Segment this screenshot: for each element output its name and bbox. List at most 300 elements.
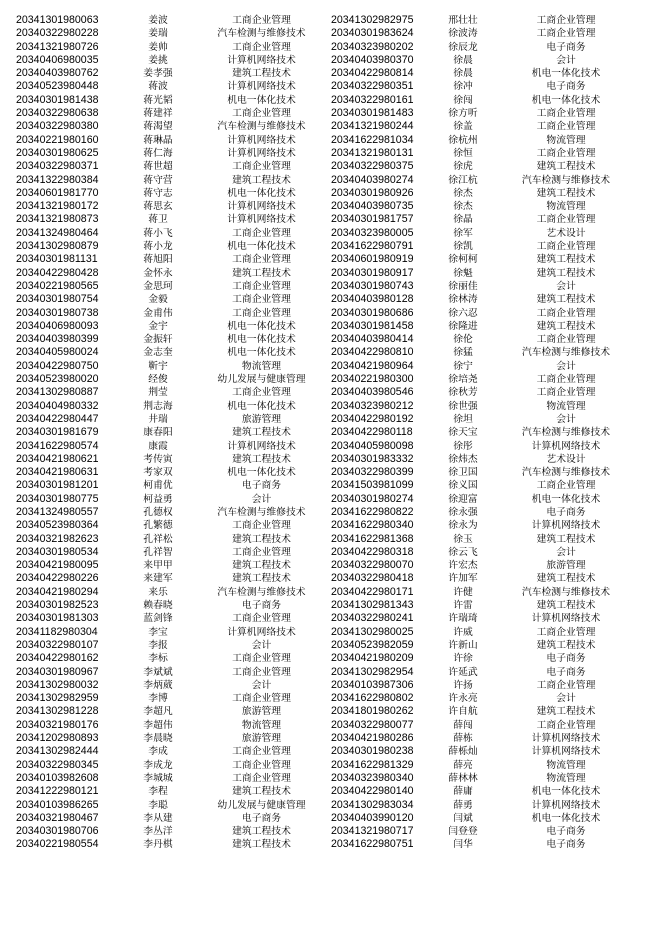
student-row bbox=[16, 187, 329, 200]
student-id: 20340422980318 bbox=[331, 545, 414, 558]
student-major: 计算机网络技术 bbox=[227, 147, 296, 159]
student-id: 20340421980294 bbox=[16, 585, 99, 598]
student-row bbox=[331, 493, 641, 506]
student-row bbox=[331, 107, 641, 120]
student-major: 建筑工程技术 bbox=[536, 600, 596, 612]
student-name: 蒋世超 bbox=[143, 161, 173, 173]
student-id: 20340322980351 bbox=[331, 80, 414, 93]
student-major: 计算机网络技术 bbox=[531, 520, 601, 532]
student-major: 建筑工程技术 bbox=[232, 839, 291, 851]
student-major: 汽车检测与维修技术 bbox=[521, 586, 611, 598]
student-id: 20340221980554 bbox=[16, 838, 99, 851]
student-row bbox=[16, 652, 329, 665]
student-row bbox=[16, 612, 329, 625]
student-id: 20340322980228 bbox=[16, 27, 99, 40]
student-major: 工商企业管理 bbox=[536, 121, 596, 133]
student-name: 金振轩 bbox=[143, 334, 173, 346]
student-name: 柯益勇 bbox=[143, 493, 173, 505]
student-major: 汽车检测与维修技术 bbox=[521, 467, 611, 479]
student-name: 许瑞琦 bbox=[448, 613, 478, 625]
student-id: 20340322980371 bbox=[16, 160, 99, 173]
student-name: 康霞 bbox=[148, 440, 168, 452]
student-id: 20340301981303 bbox=[16, 612, 99, 625]
student-id: 20340422980447 bbox=[16, 412, 99, 425]
student-id: 20340323980212 bbox=[331, 399, 414, 412]
student-name: 徐晨 bbox=[453, 54, 473, 66]
student-id: 20340403980546 bbox=[331, 386, 414, 399]
student-major: 工商企业管理 bbox=[232, 653, 291, 665]
student-major: 工商企业管理 bbox=[232, 227, 291, 239]
student-name: 李聪 bbox=[148, 799, 168, 811]
student-major: 机电一体化技术 bbox=[227, 467, 296, 479]
student-id: 20341321980726 bbox=[16, 40, 99, 53]
student-id: 20340301981458 bbox=[331, 319, 414, 332]
student-name: 李晨晓 bbox=[143, 733, 173, 745]
student-id: 20340403990120 bbox=[331, 811, 414, 824]
student-name: 薛栎灿 bbox=[448, 746, 478, 758]
student-major: 工商企业管理 bbox=[232, 746, 291, 758]
student-major: 工商企业管理 bbox=[232, 546, 291, 558]
student-major: 工商企业管理 bbox=[536, 374, 596, 386]
student-name: 徐魁 bbox=[453, 267, 473, 279]
student-id: 20341222980121 bbox=[16, 785, 99, 798]
student-row bbox=[16, 559, 329, 572]
student-major: 计算机网络技术 bbox=[227, 201, 296, 213]
student-major: 汽车检测与维修技术 bbox=[217, 121, 306, 133]
student-major: 物流管理 bbox=[241, 360, 282, 372]
student-major: 电子商务 bbox=[546, 506, 586, 518]
student-major: 机电一体化技术 bbox=[227, 94, 296, 106]
student-id: 20341622981368 bbox=[331, 532, 414, 545]
student-id: 20340421980095 bbox=[16, 559, 99, 572]
student-name: 徐林涛 bbox=[448, 294, 478, 306]
student-major: 工商企业管理 bbox=[232, 772, 291, 784]
student-row bbox=[16, 54, 329, 67]
student-name: 孔德权 bbox=[143, 506, 173, 518]
student-name: 徐培尧 bbox=[448, 374, 478, 386]
student-row bbox=[16, 745, 329, 758]
student-name: 柯甫优 bbox=[143, 480, 173, 492]
student-id: 20340422980118 bbox=[331, 426, 413, 439]
student-major: 电子商务 bbox=[241, 600, 282, 612]
student-row bbox=[331, 27, 641, 40]
student-major: 工商企业管理 bbox=[536, 626, 596, 638]
student-id: 20340322980107 bbox=[16, 638, 99, 651]
student-name: 许永亮 bbox=[448, 693, 478, 705]
student-id: 20341202980893 bbox=[16, 732, 99, 745]
student-row bbox=[16, 546, 329, 559]
student-row bbox=[331, 41, 641, 54]
student-row bbox=[16, 493, 329, 506]
student-id: 20340322980241 bbox=[331, 612, 414, 625]
student-name: 徐闯 bbox=[453, 94, 473, 106]
student-name: 徐坦 bbox=[453, 413, 473, 425]
student-id: 20341622980751 bbox=[331, 838, 414, 851]
student-row bbox=[331, 719, 641, 732]
student-major: 电子商务 bbox=[546, 839, 586, 851]
student-row bbox=[16, 705, 329, 718]
student-name: 许加军 bbox=[448, 573, 478, 585]
student-id: 20340322980418 bbox=[331, 572, 414, 585]
student-id: 20340301981438 bbox=[16, 93, 99, 106]
student-row bbox=[331, 160, 641, 173]
student-major: 建筑工程技术 bbox=[232, 427, 291, 439]
student-id: 20340321980467 bbox=[16, 811, 99, 824]
student-id: 20340422980192 bbox=[331, 412, 414, 425]
student-major: 建筑工程技术 bbox=[232, 453, 291, 465]
student-id: 20340422980750 bbox=[16, 359, 99, 372]
student-name: 李斌斌 bbox=[143, 666, 173, 678]
student-name: 闫登登 bbox=[448, 826, 478, 838]
student-major: 工商企业管理 bbox=[536, 679, 596, 691]
student-major: 电子商务 bbox=[546, 666, 586, 678]
student-row bbox=[331, 346, 641, 359]
student-row bbox=[331, 14, 641, 27]
student-row bbox=[16, 799, 329, 812]
student-id: 20340321980176 bbox=[16, 718, 99, 731]
student-id: 20340403980762 bbox=[16, 67, 99, 80]
student-name: 徐晶 bbox=[453, 214, 473, 226]
student-id: 20340321982623 bbox=[16, 532, 99, 545]
student-row bbox=[331, 825, 641, 838]
student-major: 汽车检测与维修技术 bbox=[217, 506, 306, 518]
student-major: 建筑工程技术 bbox=[232, 68, 291, 80]
student-row bbox=[331, 333, 641, 346]
student-id: 20340601981770 bbox=[16, 186, 99, 199]
student-id: 20341324980464 bbox=[16, 226, 99, 239]
student-id: 20340421980964 bbox=[331, 359, 414, 372]
student-major: 建筑工程技术 bbox=[232, 786, 291, 798]
student-name: 李城城 bbox=[143, 772, 173, 784]
student-id: 20341321980244 bbox=[331, 120, 414, 133]
student-id: 20340422980814 bbox=[331, 67, 414, 80]
student-name: 徐宁 bbox=[453, 360, 473, 372]
student-name: 徐杰 bbox=[453, 201, 473, 213]
student-row bbox=[16, 213, 329, 226]
student-name: 蒋小龙 bbox=[143, 241, 173, 253]
student-major: 电子商务 bbox=[546, 81, 586, 93]
student-id: 20341302982444 bbox=[16, 745, 99, 758]
student-name: 赖春晓 bbox=[143, 600, 173, 612]
student-id: 20340601980919 bbox=[331, 253, 414, 266]
student-id: 20341302982954 bbox=[331, 665, 414, 678]
student-major: 工商企业管理 bbox=[232, 307, 291, 319]
student-name: 许自航 bbox=[448, 706, 478, 718]
student-row bbox=[331, 360, 641, 373]
student-name: 许徐 bbox=[453, 653, 473, 665]
student-row bbox=[16, 400, 329, 413]
student-id: 20340403980735 bbox=[331, 200, 414, 213]
student-name: 蒋卫 bbox=[148, 214, 168, 226]
student-id: 20341622980791 bbox=[331, 240, 414, 253]
student-major: 工商企业管理 bbox=[232, 693, 291, 705]
student-id: 20340422980810 bbox=[331, 346, 414, 359]
student-major: 机电一体化技术 bbox=[531, 94, 601, 106]
student-id: 20341324980557 bbox=[16, 505, 99, 518]
student-row bbox=[331, 426, 641, 439]
student-name: 金毅 bbox=[148, 294, 168, 306]
student-row bbox=[16, 80, 329, 93]
student-row bbox=[331, 320, 641, 333]
student-id: 20340301981757 bbox=[331, 213, 414, 226]
student-name: 孔祥松 bbox=[143, 533, 173, 545]
student-id: 20340301981483 bbox=[331, 107, 414, 120]
student-name: 经俊 bbox=[148, 374, 168, 386]
student-row bbox=[331, 679, 641, 692]
student-id: 20340301980238 bbox=[331, 745, 414, 758]
student-name: 徐炜杰 bbox=[448, 453, 478, 465]
student-row bbox=[16, 14, 329, 27]
student-name: 徐丽佳 bbox=[448, 280, 478, 292]
student-row bbox=[16, 386, 329, 399]
student-major: 工商企业管理 bbox=[536, 147, 596, 159]
student-id: 20341301980063 bbox=[16, 14, 99, 26]
student-id: 20341503981099 bbox=[331, 479, 414, 492]
student-major: 工商企业管理 bbox=[536, 480, 596, 492]
student-id: 20341322980384 bbox=[16, 173, 99, 186]
student-major: 计算机网络技术 bbox=[227, 214, 296, 226]
student-name: 蒋仁海 bbox=[143, 147, 173, 159]
student-id: 20340301980775 bbox=[16, 492, 99, 505]
student-name: 姜瑞 bbox=[148, 28, 168, 40]
student-name: 蒋思玄 bbox=[143, 201, 173, 213]
student-row bbox=[16, 679, 329, 692]
student-row bbox=[331, 519, 641, 532]
student-id: 20340301980917 bbox=[331, 266, 414, 279]
student-major: 电子商务 bbox=[546, 41, 586, 53]
student-row bbox=[331, 745, 641, 758]
student-id: 20340323980202 bbox=[331, 40, 414, 53]
student-name: 蒋波 bbox=[148, 81, 168, 93]
student-major: 会计 bbox=[556, 54, 576, 66]
student-row bbox=[16, 466, 329, 479]
student-major: 机电一体化技术 bbox=[531, 68, 601, 80]
student-id: 20341302982959 bbox=[16, 692, 99, 705]
student-major: 建筑工程技术 bbox=[536, 320, 596, 332]
student-id: 20340406980093 bbox=[16, 319, 99, 332]
student-id: 20340301981201 bbox=[16, 479, 99, 492]
student-id: 20340422980226 bbox=[16, 572, 99, 585]
student-major: 旅游管理 bbox=[241, 733, 282, 745]
student-major: 工商企业管理 bbox=[536, 15, 596, 26]
student-row bbox=[331, 440, 641, 453]
student-name: 徐伦 bbox=[453, 334, 473, 346]
student-row bbox=[331, 413, 641, 426]
student-row bbox=[16, 333, 329, 346]
student-id: 20341622980822 bbox=[331, 505, 414, 518]
student-id: 20340405980098 bbox=[331, 439, 414, 452]
student-row bbox=[331, 400, 641, 413]
student-row bbox=[331, 799, 641, 812]
student-name: 李丛洋 bbox=[143, 826, 173, 838]
student-id: 20340523980448 bbox=[16, 80, 99, 93]
student-row bbox=[16, 732, 329, 745]
student-row bbox=[331, 572, 641, 585]
student-id: 20340422980140 bbox=[331, 785, 414, 798]
student-name: 许威 bbox=[453, 626, 473, 638]
student-id: 20340422980162 bbox=[16, 652, 99, 665]
student-name: 李博 bbox=[148, 693, 168, 705]
student-major: 物流管理 bbox=[546, 759, 586, 771]
student-row bbox=[16, 307, 329, 320]
student-name: 来建军 bbox=[143, 573, 173, 585]
student-id: 20340323980005 bbox=[331, 226, 414, 239]
student-major: 建筑工程技术 bbox=[232, 573, 291, 585]
student-major: 建筑工程技术 bbox=[536, 187, 596, 199]
student-row bbox=[331, 80, 641, 93]
student-name: 李程 bbox=[148, 786, 168, 798]
student-major: 电子商务 bbox=[546, 826, 586, 838]
student-major: 艺术设计 bbox=[546, 227, 586, 239]
student-row bbox=[331, 732, 641, 745]
student-name: 考传寅 bbox=[143, 453, 173, 465]
student-id: 20340301980738 bbox=[16, 306, 99, 319]
student-major: 工商企业管理 bbox=[536, 719, 596, 731]
student-major: 物流管理 bbox=[546, 134, 586, 146]
student-id: 20340322980375 bbox=[331, 160, 414, 173]
student-row bbox=[331, 692, 641, 705]
student-name: 靳宇 bbox=[148, 360, 168, 372]
student-major: 工商企业管理 bbox=[232, 759, 291, 771]
student-major: 工商企业管理 bbox=[232, 666, 291, 678]
student-row bbox=[16, 785, 329, 798]
student-row bbox=[331, 200, 641, 213]
student-id: 20340221980300 bbox=[331, 373, 414, 386]
student-row bbox=[16, 692, 329, 705]
student-id: 20340405980024 bbox=[16, 346, 99, 359]
student-major: 工商企业管理 bbox=[536, 307, 596, 319]
student-row bbox=[331, 599, 641, 612]
student-major: 建筑工程技术 bbox=[536, 294, 596, 306]
student-row bbox=[331, 267, 641, 280]
student-id: 20340301980754 bbox=[16, 293, 99, 306]
student-name: 徐波涛 bbox=[448, 28, 478, 40]
student-name: 徐义国 bbox=[448, 480, 478, 492]
student-row bbox=[16, 825, 329, 838]
student-major: 机电一体化技术 bbox=[227, 334, 296, 346]
student-major: 工商企业管理 bbox=[232, 41, 291, 53]
student-name: 金怀永 bbox=[143, 267, 173, 279]
student-name: 许健 bbox=[453, 586, 473, 598]
student-name: 姜波 bbox=[148, 15, 168, 26]
student-id: 20340301980274 bbox=[331, 492, 414, 505]
student-row bbox=[331, 759, 641, 772]
student-name: 徐永为 bbox=[448, 520, 478, 532]
student-major: 工商企业管理 bbox=[536, 214, 596, 226]
student-major: 建筑工程技术 bbox=[232, 826, 291, 838]
student-major: 计算机网络技术 bbox=[227, 440, 296, 452]
student-row bbox=[331, 253, 641, 266]
student-row bbox=[16, 626, 329, 639]
student-row bbox=[16, 253, 329, 266]
student-major: 工商企业管理 bbox=[232, 108, 291, 120]
student-name: 金志奎 bbox=[143, 347, 173, 359]
student-major: 会计 bbox=[556, 413, 576, 425]
student-major: 机电一体化技术 bbox=[227, 400, 296, 412]
student-name: 李丹棋 bbox=[143, 839, 173, 851]
student-id: 20341302980032 bbox=[16, 678, 99, 691]
student-major: 物流管理 bbox=[546, 201, 586, 213]
student-id: 20341622980574 bbox=[16, 439, 99, 452]
student-id: 20340322980077 bbox=[331, 718, 414, 731]
student-name: 薛亮 bbox=[453, 759, 473, 771]
student-id: 20341302980887 bbox=[16, 386, 99, 399]
student-name: 荆莹 bbox=[148, 387, 168, 399]
student-name: 徐隆进 bbox=[448, 320, 478, 332]
student-name: 徐杰 bbox=[453, 187, 473, 199]
student-name: 孔繁德 bbox=[143, 520, 173, 532]
student-row bbox=[16, 41, 329, 54]
student-major: 会计 bbox=[251, 493, 272, 505]
student-row bbox=[331, 479, 641, 492]
student-name: 徐凯 bbox=[453, 241, 473, 253]
student-row bbox=[16, 227, 329, 240]
student-name: 蒋渴望 bbox=[143, 121, 173, 133]
student-id: 20340301981131 bbox=[16, 253, 98, 266]
student-row bbox=[16, 719, 329, 732]
student-name: 徐彤 bbox=[453, 440, 473, 452]
student-id: 20340523980020 bbox=[16, 373, 99, 386]
student-major: 物流管理 bbox=[241, 719, 282, 731]
student-row bbox=[16, 373, 329, 386]
student-row bbox=[16, 838, 329, 851]
student-id: 20340301980743 bbox=[331, 279, 414, 292]
student-id: 20340421980286 bbox=[331, 732, 414, 745]
student-row bbox=[331, 134, 641, 147]
student-major: 计算机网络技术 bbox=[227, 134, 296, 146]
student-major: 建筑工程技术 bbox=[536, 639, 596, 651]
student-major: 幼儿发展与健康管理 bbox=[217, 799, 306, 811]
student-row bbox=[331, 586, 641, 599]
student-name: 薛庸 bbox=[453, 786, 473, 798]
student-row bbox=[16, 479, 329, 492]
student-row bbox=[331, 705, 641, 718]
student-id: 20341622981329 bbox=[331, 758, 414, 771]
student-major: 工商企业管理 bbox=[232, 294, 291, 306]
student-major: 计算机网络技术 bbox=[531, 733, 601, 745]
student-id: 20340103982608 bbox=[16, 771, 99, 784]
student-name: 徐云飞 bbox=[448, 546, 478, 558]
student-row bbox=[16, 599, 329, 612]
student-major: 物流管理 bbox=[546, 772, 586, 784]
student-id: 20341182980304 bbox=[16, 625, 98, 638]
student-id: 20340422980428 bbox=[16, 266, 99, 279]
student-row bbox=[16, 639, 329, 652]
student-major: 工商企业管理 bbox=[232, 280, 291, 292]
student-name: 徐杭州 bbox=[448, 134, 478, 146]
student-row bbox=[331, 812, 641, 825]
student-major: 会计 bbox=[556, 280, 576, 292]
student-id: 20340421980209 bbox=[331, 652, 414, 665]
student-row bbox=[16, 772, 329, 785]
student-major: 汽车检测与维修技术 bbox=[521, 174, 611, 186]
student-row bbox=[331, 94, 641, 107]
student-name: 金宇 bbox=[148, 320, 168, 332]
student-name: 徐秋芳 bbox=[448, 387, 478, 399]
student-id: 20340103987306 bbox=[331, 678, 414, 691]
student-major: 建筑工程技术 bbox=[536, 706, 596, 718]
student-id: 20340301980686 bbox=[331, 306, 414, 319]
student-id: 20340523980364 bbox=[16, 519, 99, 532]
student-row bbox=[331, 533, 641, 546]
student-id: 20340221980160 bbox=[16, 133, 99, 146]
student-name: 蓝剑锋 bbox=[143, 613, 173, 625]
student-name: 李宝 bbox=[148, 626, 168, 638]
student-name: 徐玉 bbox=[453, 533, 473, 545]
student-row bbox=[331, 639, 641, 652]
student-major: 旅游管理 bbox=[241, 413, 282, 425]
student-row bbox=[16, 586, 329, 599]
